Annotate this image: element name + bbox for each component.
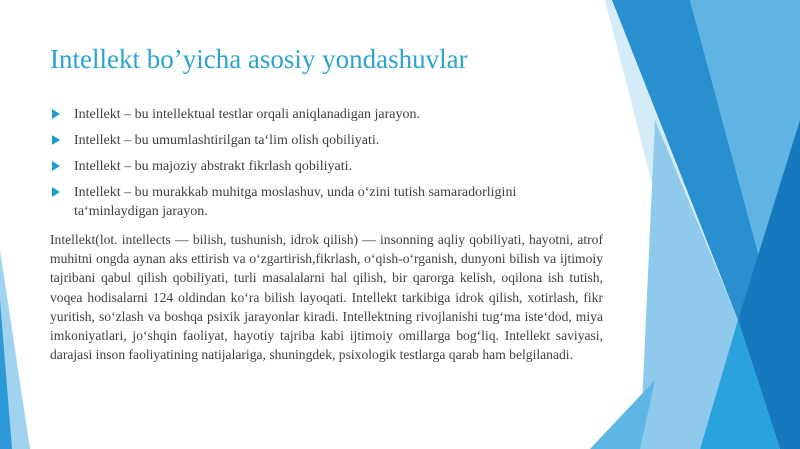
bullet-text: Intellekt – bu umumlashtirilgan ta‘lim olish qobiliyati. (74, 133, 380, 148)
bullet-text: Intellekt – bu majoziy abstrakt fikrlash qobiliyati. (74, 159, 352, 174)
slide-title: Intellekt bo’yicha asosiy yondashuvlar (50, 44, 468, 74)
triangle-bullet-icon (52, 135, 60, 145)
bullet-text: Intellekt – bu intellektual testlar orqali aniqlanadigan jarayon. (74, 107, 420, 122)
bullet-item (50, 131, 590, 150)
bullet-item (50, 157, 590, 176)
bullet-text: Intellekt – bu murakkab muhitga moslashuv, unda o‘zini tutish samaradorligini ta‘minlaydigan jarayon. (74, 185, 517, 219)
triangle-bullet-icon (52, 161, 60, 171)
bullet-list (50, 105, 590, 228)
body-paragraph: Intellekt(lot. intellects — bilish, tushunish, idrok qilish) — insonning aqliy qobiliyati, hayotni, atrof muhitni ongda aynan aks ettirish va o‘zgartirish,fikrlash, o‘qish-o‘rganish, dunyoni bilish va ijtimoiy tajribani qabul qilish qobiliyati, turli masalalarni hal qilish, bir qarorga kelish, oqilona ish tutish, voqea hodisalarni 124 oldindan ko‘ra bilish layoqati. Intellekt tarkibiga idrok qilish, xotirlash, fikr yuritish, so‘zlash va boshqa psixik jarayonlar kiradi. Intellektning rivojlanishi tug‘ma iste‘dod, miya imkoniyatlari, jo‘shqin faoliyat, hayotiy tajriba kabi ijtimoiy omillarga bog‘liq. Intellekt saviyasi, darajasi inson faoliyatining natijalariga, shuningdek, psixologik testlarga qarab ham belgilanadi. (50, 232, 603, 363)
bullet-item (50, 183, 590, 221)
bullet-item (50, 105, 590, 124)
triangle-bullet-icon (52, 109, 60, 119)
triangle-bullet-icon (52, 187, 60, 197)
